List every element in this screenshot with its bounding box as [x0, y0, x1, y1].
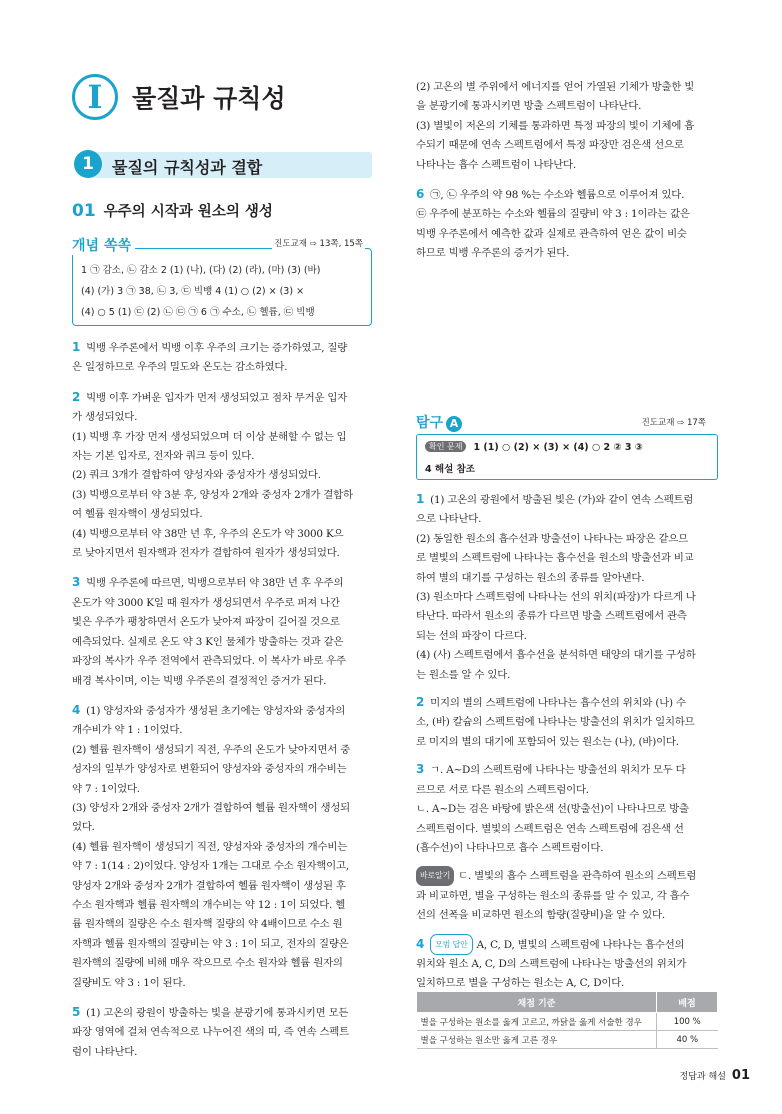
answer-text: 수소 원자핵과 헬륨 원자핵의 개수비는 약 12 : 1이 되었다. 헬: [72, 898, 346, 911]
right-answer-list: [416, 490, 720, 1002]
answer-paragraph: [72, 701, 374, 993]
answer-text: 스펙트럼이다. 별빛의 스펙트럼은 연속 스펙트럼에 검은색 선: [416, 822, 684, 835]
answer-text: 하여 별의 대기를 구성하는 원소의 종류를 알아낸다.: [416, 571, 645, 584]
answer-line: [416, 693, 720, 713]
right-continuation: [416, 78, 720, 264]
answer-number: 2: [72, 389, 81, 404]
answer-number: 4: [72, 702, 81, 717]
answer-text: (2) 쿼크 3개가 결합하여 양성자와 중성자가 생성되었다.: [72, 469, 321, 482]
answer-line: [72, 672, 374, 691]
answer-number: 3: [72, 575, 81, 590]
answer-line: [416, 569, 720, 588]
answer-line: [416, 244, 720, 263]
answer-text: (1) 고온의 광원이 방출하는 빛을 분광기에 통과시키면 모든: [86, 1007, 349, 1019]
answer-number: 1: [416, 492, 425, 506]
answer-text: 되는 선의 파장이 다르다.: [416, 629, 527, 642]
table-row: [417, 1013, 718, 1031]
check-answers: 1 (1) ○ (2) × (3) × (4) ○ 2 ② 3 ③: [473, 442, 643, 453]
answer-line: [416, 205, 720, 224]
answer-line: [416, 530, 720, 549]
answer-text: 타난다. 따라서 원소의 종류가 다르면 방출 스펙트럼에서 관측: [416, 610, 687, 623]
answer-line: [72, 338, 374, 358]
table-row: [417, 1031, 718, 1049]
score-header-criteria: 채점 기준: [417, 992, 657, 1013]
answer-text: (4) 헬륨 원자핵이 생성되기 직전, 양성자와 중성자의 개수비는: [72, 840, 348, 853]
answer-text: ㉢ 우주에 분포하는 수소와 헬륨의 질량비 약 3 : 1이라는 값은: [416, 208, 690, 221]
unit-header: [72, 74, 286, 120]
answer-text: 양성자 2개와 중성자 2개가 결합하여 헬륨 원자핵이 생성된 후: [72, 879, 346, 892]
answer-text: 으로 나타난다.: [416, 513, 482, 526]
answer-line: [72, 818, 374, 837]
answer-line: [72, 525, 374, 544]
answer-line: [72, 388, 374, 408]
footer-label: 정답과 해설: [679, 1072, 726, 1082]
answer-line: [72, 358, 374, 377]
answer-paragraph: [416, 185, 720, 264]
page-number: 01: [731, 1068, 750, 1083]
explore-badge: A: [446, 416, 462, 432]
answer-line: [416, 839, 720, 858]
chapter-number: 1: [74, 150, 102, 178]
answer-text: 일치하므로 별을 구성하는 원소는 A, C, D이다.: [416, 977, 625, 990]
answer-text: (3) 빅뱅으로부터 약 3분 후, 양성자 2개와 중성자 2개가 결합하: [72, 488, 353, 501]
answer-line: [416, 588, 720, 607]
answer-line: [72, 1043, 374, 1062]
answer-paragraph: [416, 693, 720, 752]
answer-line: [72, 486, 374, 505]
answer-line: [416, 760, 720, 780]
answer-text: 로 낮아지면서 원자핵과 전자가 결합하여 원자가 생성되었다.: [72, 547, 340, 560]
answer-text: ㄱ. A~D의 스펙트럼에 나타나는 방출선의 위치가 모두 다: [430, 764, 686, 777]
answer-text: 자핵과 헬륨 원자핵의 질량비는 약 3 : 1이 되고, 전자의 질량은: [72, 937, 349, 950]
explore-header: [416, 412, 718, 434]
answer-line: [72, 633, 374, 652]
answer-line: [72, 760, 374, 779]
page-footer: [680, 1068, 750, 1083]
answer-text: 배경 복사이며, 이는 빅뱅 우주론의 결정적인 증거가 된다.: [72, 674, 327, 687]
answer-line: [416, 627, 720, 646]
unit-title: 물질과 규칙성: [132, 84, 286, 113]
answer-paragraph: [72, 338, 374, 378]
answer-line: [72, 974, 374, 993]
answer-text: ㉠, ㉡ 우주의 약 98 %는 수소와 헬륨으로 이루어져 있다.: [430, 189, 685, 202]
answer-line: 을 분광기에 통과시키면 방출 스펙트럼이 나타난다.: [416, 100, 642, 113]
concept-box-line: 1 ㉠ 감소, ㉡ 감소 2 (1) (나), (다) (2) (라), (마) (3) (바): [81, 265, 321, 276]
answer-text: 륨 원자핵의 질량은 수소 원자핵 질량의 약 4배이므로 수소 원: [72, 918, 343, 931]
answer-line: [72, 799, 374, 818]
answer-line: [72, 613, 374, 632]
answer-text: 예측되었다. 실제로 온도 약 3 K인 물체가 방출하는 것과 같은: [72, 635, 344, 648]
answer-text: 파장의 복사가 우주 전역에서 관측되었다. 이 복사가 바로 우주: [72, 655, 346, 668]
answer-text: 과 비교하면, 별을 구성하는 원소의 종류를 알 수 있고, 각 흡수: [416, 889, 690, 902]
answer-text: (2) 헬륨 원자핵이 생성되기 직전, 우주의 온도가 낮아지면서 중: [72, 743, 351, 756]
answer-number: 1: [72, 340, 81, 354]
answer-paragraph: [72, 1003, 374, 1062]
answer-line: [72, 701, 374, 721]
score-criteria-cell: 별을 구성하는 원소를 옳게 고르고, 까닭을 옳게 서술한 경우: [417, 1013, 657, 1031]
answer-line: [416, 666, 720, 685]
answer-line: [416, 820, 720, 839]
score-header-points: 배점: [657, 992, 718, 1013]
answer-text: 약 7 : 1(14 : 2)이었다. 양성자 1개는 그대로 수소 원자핵이고,: [72, 860, 349, 873]
explore-check-row: [425, 441, 643, 453]
answer-line: [416, 510, 720, 529]
answer-text: 로 별빛의 스펙트럼에 나타나는 흡수선을 원소의 방출선과 비교: [416, 552, 694, 565]
concept-box: [72, 238, 372, 326]
answer-line: [416, 934, 720, 955]
answer-line: [416, 646, 720, 665]
answer-line: [416, 866, 720, 886]
concept-box-label-wrap: [72, 235, 135, 255]
answer-text: 은 일정하므로 우주의 밀도와 온도는 감소하였다.: [72, 361, 288, 374]
answer-text: 는 원소를 알 수 있다.: [416, 668, 511, 681]
answer-paragraph: [416, 760, 720, 858]
answer-text: 자는 기본 입자로, 전자와 쿼크 등이 있다.: [72, 450, 255, 463]
answer-line: 나타나는 흡수 스펙트럼이 나타난다.: [416, 158, 576, 171]
answer-number: 6: [416, 187, 425, 202]
answer-text: (1) 고온의 광원에서 방출된 빛은 (가)와 같이 연속 스펙트럼: [430, 494, 694, 506]
answer-line: [72, 1003, 374, 1023]
answer-line: [72, 544, 374, 563]
answer-text: (4) 빅뱅으로부터 약 38만 년 후, 우주의 온도가 약 3000 K으: [72, 527, 344, 540]
answer-line: [72, 408, 374, 427]
answer-text: 파장 영역에 걸쳐 연속적으로 나누어진 색의 띠, 즉 연속 스펙트: [72, 1026, 349, 1039]
score-points-cell: 40 %: [657, 1031, 718, 1049]
score-points-cell: 100 %: [657, 1013, 718, 1031]
section-number: 01: [72, 200, 96, 221]
answer-line: (2) 고온의 별 주위에서 에너지를 얻어 가열된 기체가 방출한 빛: [416, 81, 695, 93]
answer-line: [416, 549, 720, 568]
answer-text: ㄴ. A~D는 검은 바탕에 밝은색 선(방출선)이 나타나므로 방출: [416, 803, 689, 816]
answer-text: 미지의 별의 스펙트럼에 나타나는 흡수선의 위치와 (나) 수: [430, 697, 686, 710]
answer-text: 빅뱅 우주론에서 예측한 값과 실제로 관측하여 얻은 값이 비슷: [416, 227, 687, 240]
answer-text: (2) 동일한 원소의 흡수선과 방출선이 나타나는 파장은 같으므: [416, 532, 688, 545]
answer-pill: 바로알기: [416, 866, 454, 885]
answer-line: [416, 800, 720, 819]
answer-line: [416, 887, 720, 906]
answer-line: [72, 915, 374, 934]
section-title: 우주의 시작과 원소의 생성: [103, 204, 273, 220]
left-answer-list: [72, 338, 374, 1072]
answer-line: [72, 505, 374, 524]
answer-text: 빅뱅 우주론에 따르면, 빅뱅으로부터 약 38만 년 후 우주의: [86, 577, 344, 590]
answer-text: 르므로 서로 다른 원소의 스펙트럼이다.: [416, 783, 589, 796]
answer-text: 온도가 약 3000 K일 때 원자가 생성되면서 우주로 퍼져 나간: [72, 596, 340, 609]
check-problem-pill: 확인 문제: [425, 441, 466, 452]
answer-line: [72, 1023, 374, 1042]
answer-number: 2: [416, 695, 425, 710]
concept-box-line: (4) (가) 3 ㉠ 38, ㉡ 3, ㉢ 빅뱅 4 (1) ○ (2) × (3) ×: [81, 286, 305, 297]
answer-text: 원자핵의 질량에 비해 매우 작으므로 수소 원자와 헬륨 원자의: [72, 957, 343, 970]
answer-line: (3) 별빛이 저온의 기체를 통과하면 특정 파장의 빛이 기체에 흡: [416, 119, 695, 132]
answer-text: 가 생성되었다.: [72, 411, 138, 424]
answer-number: 5: [72, 1005, 81, 1019]
answer-line: [416, 607, 720, 626]
answer-line: [72, 857, 374, 876]
answer-line: [72, 741, 374, 760]
score-criteria-cell: 별을 구성하는 원소만 옳게 고른 경우: [417, 1031, 657, 1049]
answer-text: (1) 양성자와 중성자가 생성된 초기에는 양성자와 중성자의: [86, 704, 346, 717]
answer-line: [416, 733, 720, 752]
unit-numeral: I: [72, 74, 118, 120]
answer-line: 수되기 때문에 연속 스펙트럼에서 특정 파장만 검은색 선으로: [416, 139, 684, 152]
answer-paragraph: [416, 866, 720, 925]
answer-text: 빛은 우주가 팽창하면서 온도가 낮아져 파장이 길어질 것으로: [72, 616, 340, 629]
concept-box-line: (4) ○ 5 (1) ㉢ (2) ㉡ ㉢ ㉠ 6 ㉠ 수소, ㉡ 헬륨, ㉢ 빅뱅: [81, 307, 315, 318]
answer-text: (3) 양성자 2개와 중성자 2개가 결합하여 헬륨 원자핵이 생성되: [72, 801, 351, 814]
chapter-title: 물질의 규칙성과 결합: [112, 158, 263, 177]
answer-line: [72, 428, 374, 447]
answer-pill: 모범 답안: [430, 934, 472, 955]
answer-text: (4) (사) 스펙트럼에서 흡수선을 분석하면 태양의 대기를 구성하: [416, 649, 696, 662]
answer-line: [72, 954, 374, 973]
answer-text: 질량비도 약 3 : 1이 된다.: [72, 976, 186, 989]
answer-number: 3: [416, 762, 425, 777]
answer-text: 소, (바) 칼슘의 스펙트럼에 나타나는 방출선의 위치가 일치하므: [416, 716, 695, 729]
explore-ref: 진도교재 ⇨ 17쪽: [641, 418, 706, 428]
answer-paragraph: [416, 78, 720, 175]
answer-text: 성자의 일부가 양성자로 변환되어 양성자와 중성자의 개수비는: [72, 763, 347, 776]
answer-text: 선의 선폭을 비교하면 원소의 함량(질량비)을 알 수 있다.: [416, 909, 665, 922]
answer-line: [72, 466, 374, 485]
score-table-header-row: [417, 992, 718, 1013]
answer-text: 개수비가 약 1 : 1이었다.: [72, 724, 183, 737]
answer-line: [416, 490, 720, 510]
answer-line: [416, 955, 720, 974]
answer-line: [72, 877, 374, 896]
concept-box-label: 개념 쏙쏙: [72, 238, 131, 254]
answer-text: ㄷ. 별빛의 흡수 스펙트럼을 관측하여 원소의 스펙트럼: [458, 870, 697, 883]
answer-line: [72, 594, 374, 613]
answer-text: (흡수선)이 나타나므로 흡수 스펙트럼이다.: [416, 841, 604, 854]
answer-line: [416, 225, 720, 244]
explore-check-box: [416, 434, 718, 480]
answer-line: [72, 652, 374, 671]
answer-text: 빅뱅 우주론에서 빅뱅 이후 우주의 크기는 증가하였고, 질량: [86, 342, 348, 354]
answer-line: [416, 713, 720, 732]
answer-number: 4: [416, 936, 425, 951]
answer-line: [72, 896, 374, 915]
answer-line: [416, 906, 720, 925]
answer-paragraph: [72, 573, 374, 690]
check-answers-2: 4 해설 참조: [425, 464, 475, 475]
answer-paragraph: [416, 490, 720, 685]
section-header: [72, 200, 273, 221]
answer-paragraph: [72, 388, 374, 564]
answer-text: (3) 원소마다 스펙트럼에 나타나는 선의 위치(파장)가 다르게 나: [416, 591, 696, 604]
explore-label: 탐구: [416, 415, 444, 431]
answer-line: [72, 838, 374, 857]
answer-text: 약 7 : 1이었다.: [72, 782, 140, 795]
answer-line: [72, 447, 374, 466]
answer-line: [72, 573, 374, 593]
answer-line: [416, 781, 720, 800]
answer-text: 로 미지의 별의 대기에 포함되어 있는 원소는 (나), (바)이다.: [416, 735, 679, 748]
answer-text: 위치와 원소 A, C, D의 스펙트럼에 나타나는 방출선의 위치가: [416, 957, 687, 970]
answer-text: 여 헬륨 원자핵이 생성되었다.: [72, 508, 203, 521]
answer-text: A, C, D, 별빛의 스펙트럼에 나타나는 흡수선의: [476, 938, 685, 951]
answer-line: [72, 935, 374, 954]
answer-text: 럼이 나타난다.: [72, 1045, 138, 1058]
answer-paragraph: [416, 934, 720, 994]
answer-text: 었다.: [72, 821, 95, 834]
answer-line: [72, 721, 374, 740]
answer-text: 빅뱅 이후 가벼운 입자가 먼저 생성되었고 점차 무거운 입자: [86, 391, 348, 404]
score-table: [416, 991, 718, 1049]
answer-line: [72, 780, 374, 799]
answer-text: 하므로 빅뱅 우주론의 증거가 된다.: [416, 247, 570, 260]
answer-text: (1) 빅뱅 후 가장 먼저 생성되었으며 더 이상 분해할 수 없는 입: [72, 430, 347, 443]
answer-line: [416, 185, 720, 205]
concept-box-ref: 진도교재 ⇨ 13쪽, 15쪽: [274, 239, 363, 249]
chapter-header: [72, 150, 372, 180]
